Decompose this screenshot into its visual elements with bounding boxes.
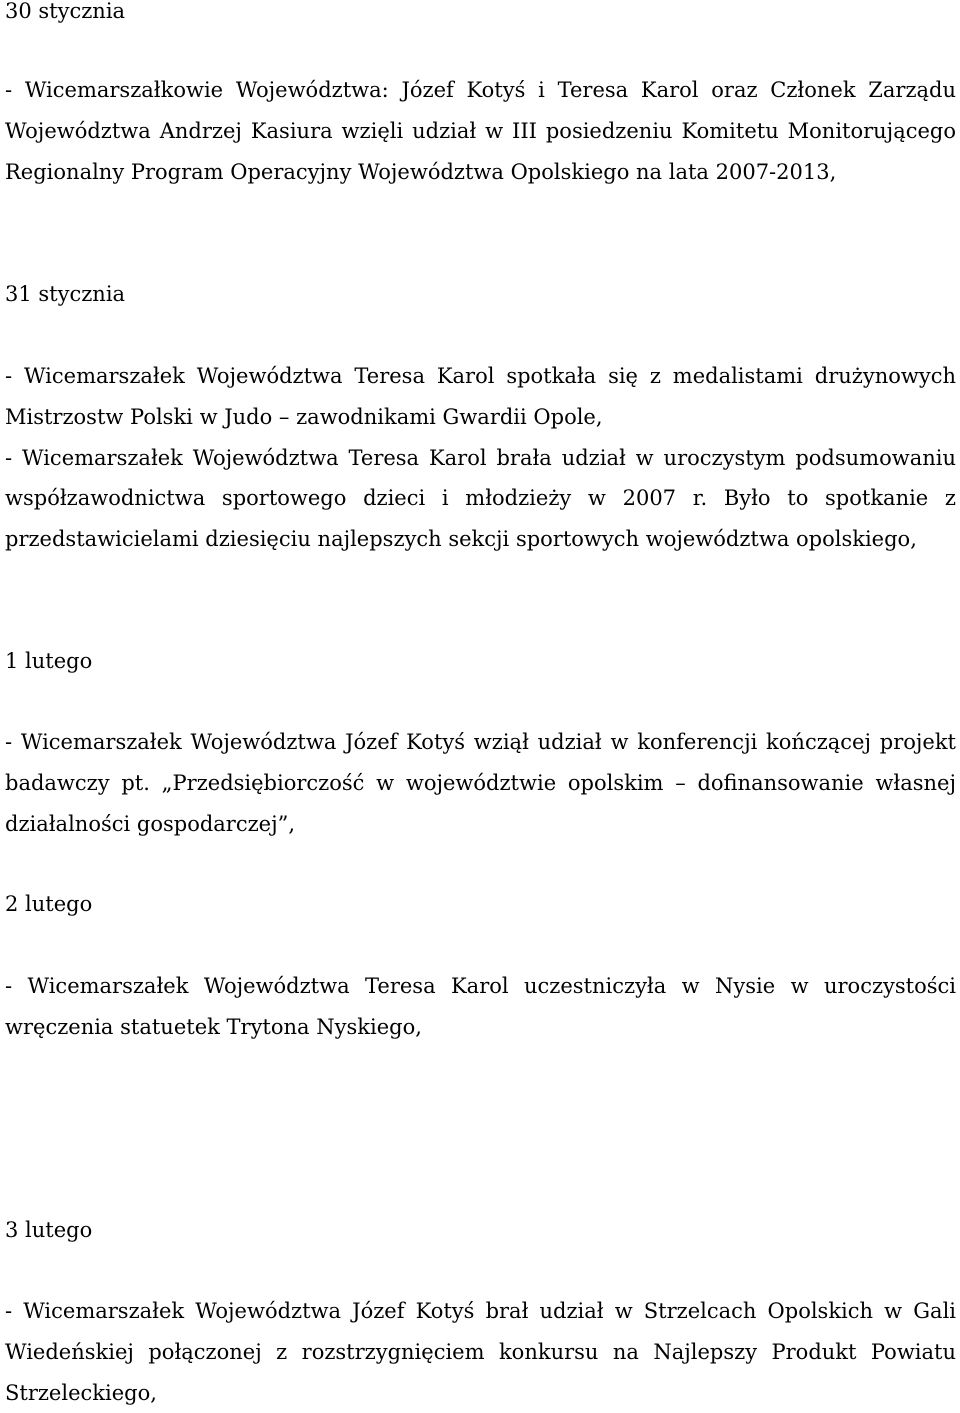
date-heading: 2 lutego [5,892,93,916]
date-heading: 1 lutego [5,649,93,673]
entry-3-lutego [5,1210,956,1251]
entry-3-lutego-body [5,1291,956,1413]
date-heading: 30 stycznia [5,0,126,23]
entry-31-stycznia-body [5,356,956,560]
event-paragraph: - Wicemarszałek Województwa Józef Kotyś brał udział w Strzelcach Opolskich w Gali Wiedeńskiej połączonej z rozstrzygnięciem konkursu na Najlepszy Produkt Powiatu Strzeleckiego, [5,1299,956,1405]
entry-30-stycznia [5,0,956,32]
entry-30-stycznia-body [5,70,956,192]
event-paragraph: - Wicemarszałek Województwa Teresa Karol brała udział w uroczystym podsumowaniu współzawodnictwa sportowego dzieci i młodzieży w 2007 r. Było to spotkanie z przedstawicielami dziesięciu najlepszych sekcji sportowych województwa opolskiego, [5,445,956,552]
event-paragraph: - Wicemarszałkowie Województwa: Józef Kotyś i Teresa Karol oraz Członek Zarządu Województwa Andrzej Kasiura wzięli udział w III posiedzeniu Komitetu Monitorującego Regionalny Program Operacyjny Województwa Opolskiego na lata 2007-2013, [5,78,956,184]
entry-2-lutego-body [5,966,956,1048]
event-paragraph: - Wicemarszałek Województwa Teresa Karol uczestniczyła w Nysie w uroczystości wręczenia statuetek Trytona Nyskiego, [5,974,956,1039]
date-heading: 31 stycznia [5,282,126,306]
entry-31-stycznia [5,274,956,315]
entry-2-lutego [5,884,956,925]
entry-1-lutego [5,641,956,682]
event-paragraph: - Wicemarszałek Województwa Teresa Karol spotkała się z medalistami drużynowych Mistrzostw Polski w Judo – zawodnikami Gwardii Opole, [5,364,956,429]
event-paragraph: - Wicemarszałek Województwa Józef Kotyś wziął udział w konferencji kończącej projekt badawczy pt. „Przedsiębiorczość w województwie opolskim – dofinansowanie własnej działalności gospodarczej”, [5,730,956,836]
entry-1-lutego-body [5,722,956,844]
date-heading: 3 lutego [5,1218,93,1242]
